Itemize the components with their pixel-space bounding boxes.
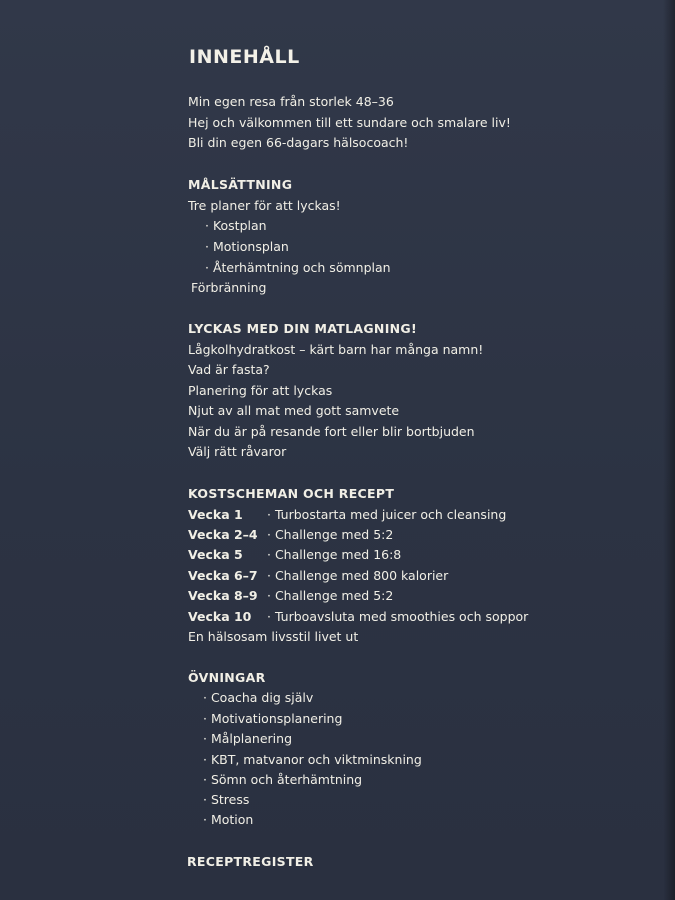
subentry-title: · Målplanering xyxy=(203,731,293,746)
page-title: INNEHÅLL xyxy=(189,46,300,68)
entry-title: Planering för att lyckas xyxy=(188,383,333,398)
section-heading: KOSTSCHEMAN OCH RECEPT xyxy=(188,486,395,501)
subentry-title: · Återhämtning och sömnplan xyxy=(205,260,391,275)
subentry-title: · Kostplan xyxy=(205,218,267,233)
week-description: · Turbostarta med juicer och cleansing xyxy=(267,507,507,522)
page-edge-shadow xyxy=(663,0,675,900)
section-heading: ÖVNINGAR xyxy=(188,670,266,685)
week-description: · Turboavsluta med smoothies och soppor xyxy=(267,609,529,624)
subentry-title: · Motionsplan xyxy=(205,239,289,254)
week-label: Vecka 5 xyxy=(188,547,243,562)
subentry-title: · Coacha dig själv xyxy=(203,690,314,705)
week-description: · Challenge med 16:8 xyxy=(267,547,402,562)
subentry-title: · Sömn och återhämtning xyxy=(203,772,363,787)
entry-title: När du är på resande fort eller blir bortbjuden xyxy=(188,424,475,439)
week-description: · Challenge med 5:2 xyxy=(267,527,394,542)
entry-title: Njut av all mat med gott samvete xyxy=(188,403,400,418)
week-label: Vecka 2–4 xyxy=(188,527,258,542)
section-heading: MÅLSÄTTNING xyxy=(188,177,293,192)
entry-title: Tre planer för att lyckas! xyxy=(188,198,341,213)
subentry-title: · Motivationsplanering xyxy=(203,711,343,726)
week-description: · Challenge med 5:2 xyxy=(267,588,394,603)
entry-title: Välj rätt råvaror xyxy=(188,444,287,459)
week-label: Vecka 1 xyxy=(188,507,243,522)
subentry-title: · KBT, matvanor och viktminskning xyxy=(203,752,422,767)
section-heading: LYCKAS MED DIN MATLAGNING! xyxy=(188,321,417,336)
entry-title: Lågkolhydratkost – kärt barn har många namn! xyxy=(188,342,484,357)
subentry-title: · Stress xyxy=(203,792,250,807)
subentry-title: · Motion xyxy=(203,812,254,827)
entry-title: En hälsosam livsstil livet ut xyxy=(188,629,359,644)
entry-title: Hej och välkommen till ett sundare och smalare liv! xyxy=(188,115,511,130)
section-heading: RECEPTREGISTER xyxy=(187,854,314,869)
week-label: Vecka 8–9 xyxy=(188,588,258,603)
week-description: · Challenge med 800 kalorier xyxy=(267,568,449,583)
entry-title: Förbränning xyxy=(191,280,267,295)
week-label: Vecka 10 xyxy=(188,609,252,624)
entry-title: Vad är fasta? xyxy=(188,362,270,377)
entry-title: Min egen resa från storlek 48–36 xyxy=(188,94,394,109)
week-label: Vecka 6–7 xyxy=(188,568,258,583)
entry-title: Bli din egen 66-dagars hälsocoach! xyxy=(188,135,409,150)
